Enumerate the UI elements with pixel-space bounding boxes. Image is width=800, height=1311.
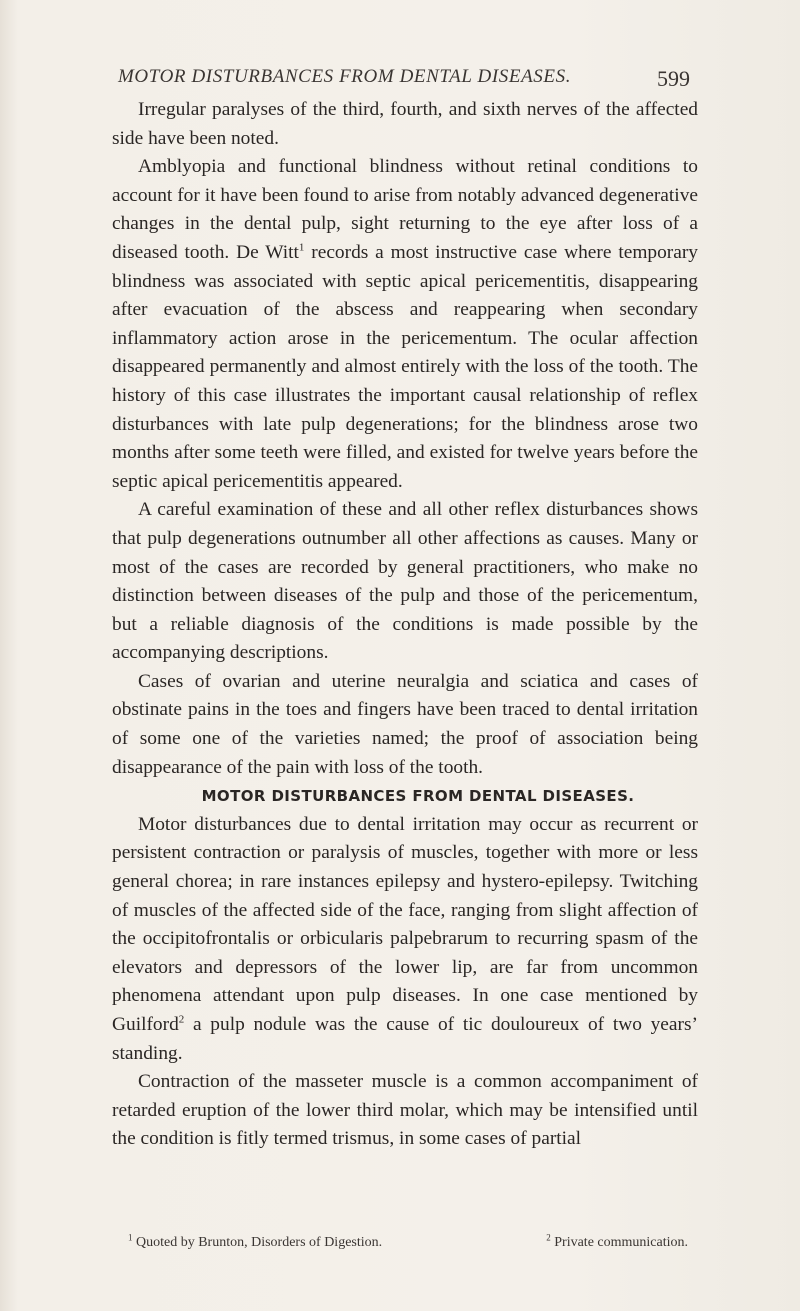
footnote-2-text: Private communication. [554, 1235, 688, 1250]
footnote-1 [128, 1232, 383, 1251]
paragraph-3: A careful examination of these and all other reflex disturbances shows that pulp degenerations outnumber all other affections as causes. Many or most of the cases are recorded by general practitioners, who make no distinction between diseases of the pulp and those of the pericementum, but a reliable diagnosis of the conditions is made possible by the accompanying descriptions. [112, 499, 698, 664]
paragraph-2-part-a: Amblyopia and functional blindness without retinal conditions to account for it have been found to arise from notably advanced degenerative changes in the dental pulp, sight returning to the eye after loss of a diseased tooth. De Witt [112, 156, 698, 263]
footnote-2 [546, 1232, 688, 1251]
footnote-ref-2: 2 [178, 1013, 185, 1026]
paragraph-2 [112, 153, 698, 496]
running-head: MOTOR DISTURBANCES FROM DENTAL DISEASES. [118, 66, 572, 87]
paragraph-5-part-a: Motor disturbances due to dental irritation may occur as recurrent or persistent contraction or paralysis of muscles, together with more or less general chorea; in rare instances epilepsy and hystero-epilepsy. Twitching of muscles of the affected side of the face, ranging from slight affection of the occipitofrontalis or orbicularis palpebrarum to recurring spasm of the elevators and depressors of the lower lip, are far from uncommon phenomena attendant upon pulp diseases. In one case mentioned by Guilford [112, 813, 698, 1035]
paragraph-5 [112, 811, 698, 1068]
page-header [110, 62, 690, 91]
footnote-2-mark: 2 [546, 1232, 551, 1243]
body-text [112, 96, 698, 1154]
section-heading: MOTOR DISTURBANCES FROM DENTAL DISEASES. [201, 787, 635, 806]
footnotes [128, 1232, 688, 1251]
paragraph-2-part-b: records a most instructive case where temporary blindness was associated with septic apical pericementitis, disappearing after evacuation of the abscess and reappearing when secondary inflammatory action arose in the pericementum. The ocular affection disappeared permanently and almost entirely with the loss of the tooth. The history of this case illustrates the important causal relationship of reflex disturbances with late pulp degenerations; for the blindness arose two months after some teeth were filled, and existed for twelve years before the septic apical pericementitis appeared. [112, 241, 699, 492]
paragraph-4: Cases of ovarian and uterine neuralgia and sciatica and cases of obstinate pains in the toes and fingers have been traced to dental irritation of some one of the varieties named; the proof of association being disappearance of the pain with loss of the tooth. [112, 670, 698, 778]
paragraph-1: Irregular paralyses of the third, fourth, and sixth nerves of the affected side have been noted. [112, 99, 698, 149]
footnote-1-text: Quoted by Brunton, Disorders of Digestion. [136, 1235, 383, 1250]
page-number: 599 [657, 66, 690, 91]
footnote-ref-1: 1 [298, 241, 305, 254]
paragraph-5-part-b: a pulp nodule was the cause of tic douloureux of two years’ standing. [112, 1014, 698, 1064]
paragraph-6: Contraction of the masseter muscle is a common accompaniment of retarded eruption of the lower third molar, which may be intensified until the condition is fitly termed trismus, in some cases of partial [112, 1071, 698, 1150]
footnote-1-mark: 1 [128, 1232, 133, 1243]
